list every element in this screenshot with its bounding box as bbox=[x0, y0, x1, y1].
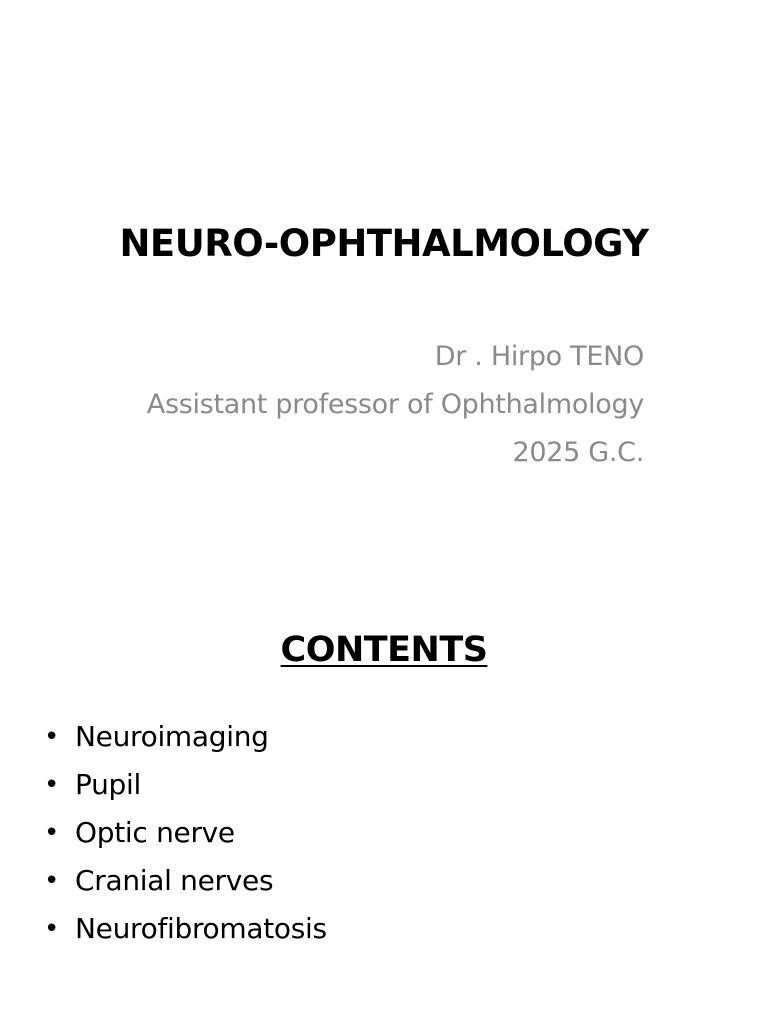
bullet-icon: • bbox=[44, 770, 60, 800]
contents-heading: CONTENTS bbox=[280, 630, 488, 670]
list-item bbox=[44, 857, 327, 905]
contents-slide bbox=[0, 512, 768, 1024]
presenter-name: Dr . Hirpo TENO bbox=[434, 341, 644, 372]
list-item bbox=[44, 713, 327, 761]
list-item bbox=[44, 761, 327, 809]
bullet-icon: • bbox=[44, 866, 60, 896]
slide-subtitle bbox=[147, 333, 644, 477]
slide-title: NEURO-OPHTHALMOLOGY bbox=[119, 222, 649, 265]
list-item-label: Cranial nerves bbox=[75, 864, 274, 897]
list-item bbox=[44, 905, 327, 953]
list-item-label: Pupil bbox=[75, 768, 141, 801]
bullet-icon: • bbox=[44, 818, 60, 848]
presentation-year: 2025 G.C. bbox=[512, 437, 644, 468]
list-item bbox=[44, 809, 327, 857]
list-item-label: Neurofibromatosis bbox=[75, 912, 327, 945]
contents-list bbox=[44, 713, 327, 953]
bullet-icon: • bbox=[44, 914, 60, 944]
presenter-role: Assistant professor of Ophthalmology bbox=[146, 389, 644, 420]
list-item-label: Neuroimaging bbox=[75, 720, 269, 753]
list-item-label: Optic nerve bbox=[75, 816, 235, 849]
bullet-icon: • bbox=[44, 722, 60, 752]
